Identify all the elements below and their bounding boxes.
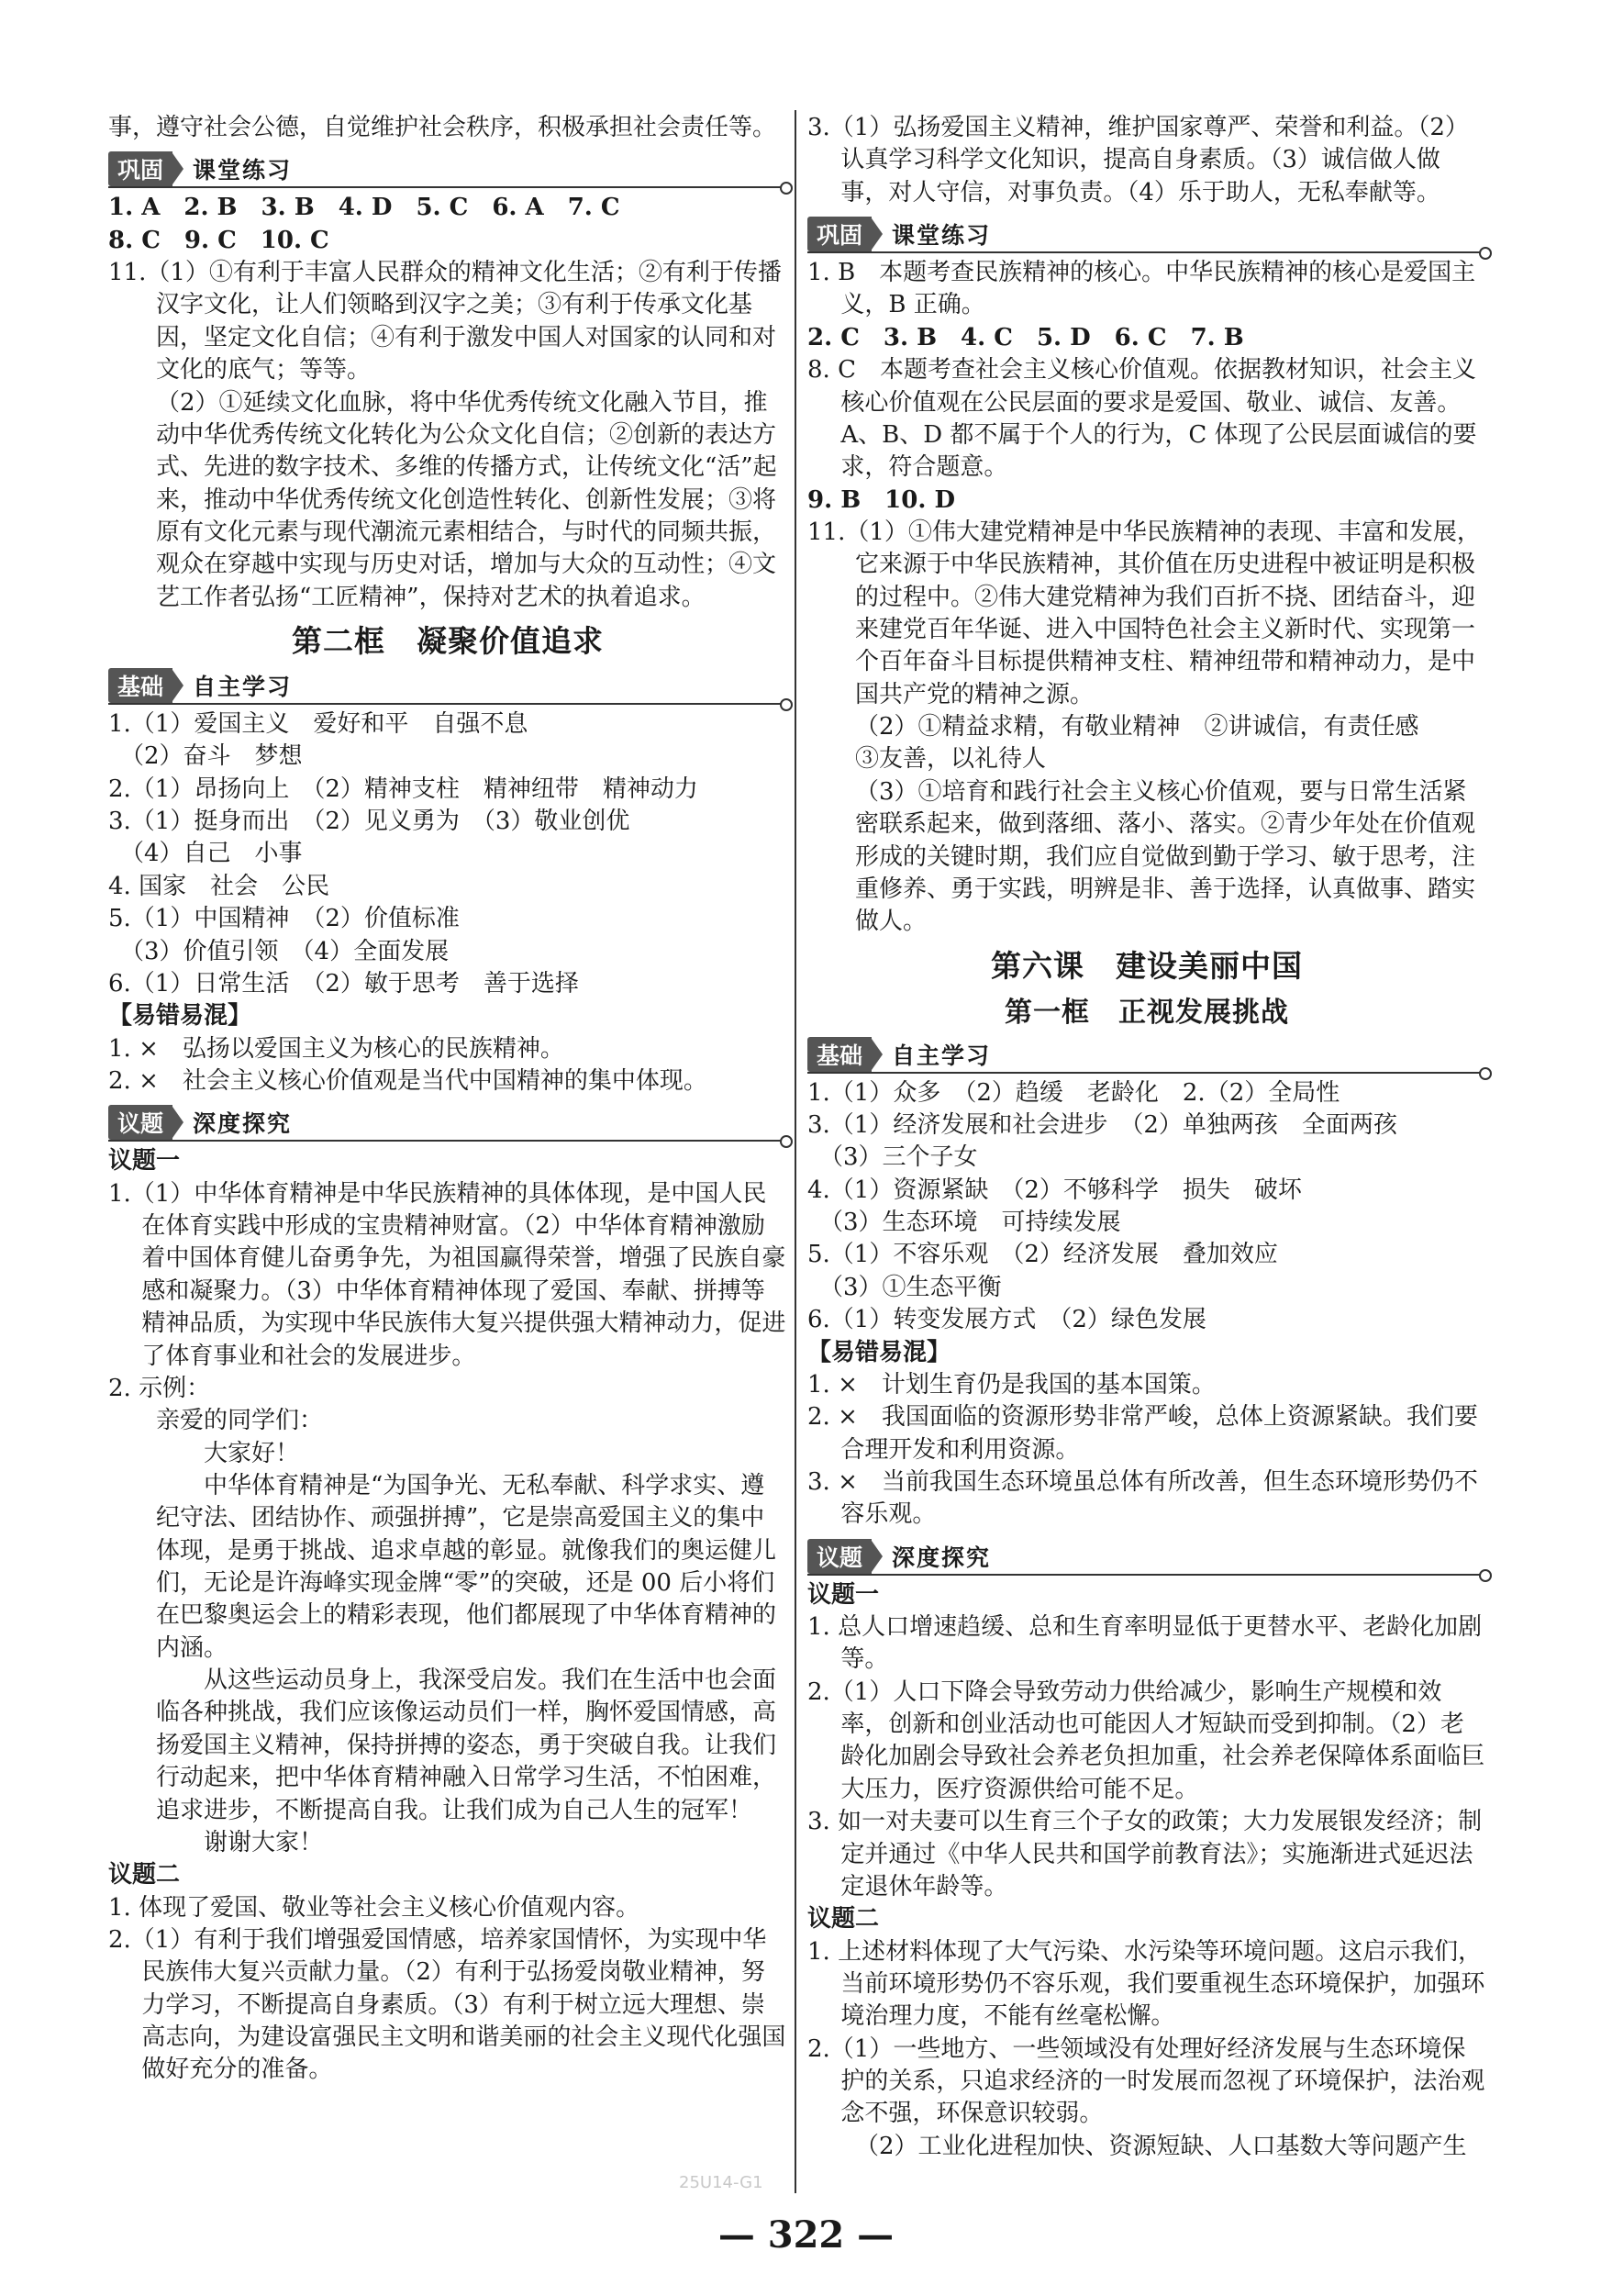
topic-heading: 议题二 [807, 1905, 880, 1934]
base-line: 3.（1）经济发展和社会进步 （2）单独两孩 全面两孩 [807, 1110, 1397, 1139]
topic-answer: 1.（1）中华体育精神是中华民族精神的具体体现，是中国人民在体育实践中形成的宝贵精神财富。（2）中华体育精神激励着中国体育健儿奋勇争先，为祖国赢得荣誉，增强了民族自豪感和凝聚力。（3）中华体育精神体现了爱国、奉献、拼搏等精神品质，为实现中华民族伟大复兴提供强大精神动力，促进了体育事业和社会的发展进步。 [108, 1179, 786, 1370]
section-badge: 议题 [807, 1539, 872, 1574]
arrow-icon [872, 218, 883, 250]
base-line: 1.（1）众多 （2）趋缓 老龄化 2.（2）全局性 [807, 1078, 1340, 1107]
base-line: （4）自己 小事 [108, 840, 303, 868]
easy-line: 3. × 当前我国生态环境虽总体有所改善，但生态环境形势仍不容乐观。 [807, 1467, 1478, 1529]
section-header-basics [108, 668, 787, 703]
base-line: 4.（1）资源紧缺 （2）不够科学 损失 破坏 [807, 1176, 1302, 1204]
topic-answer: 2.（1）有利于我们增强爱国情感，培养家国情怀，为实现中华民族伟大复兴贡献力量。（2）有利于弘扬爱岗敬业精神，努力学习，不断提高自身素质。（3）有利于树立远大理想、崇高志向，为建设富强民主文明和谐美丽的社会主义现代化强国做好充分的准备。 [108, 1925, 786, 2084]
answer-3: 3.（1）弘扬爱国主义精神，维护国家尊严、荣誉和利益。（2）认真学习科学文化知识，提高自身素质。（3）诚信做人做事，对人守信，对事负责。（4）乐于助人，无私奉献等。 [807, 114, 1469, 206]
base-line: 2.（1）昂扬向上 （2）精神支柱 精神纽带 精神动力 [108, 775, 698, 803]
section-title: 课堂练习 [892, 222, 992, 250]
easy-line: 2. × 社会主义核心价值观是当代中国精神的集中体现。 [108, 1066, 707, 1095]
section-title: 课堂练习 [193, 157, 293, 184]
section-header-practice [807, 217, 1486, 251]
base-line: 6.（1）转变发展方式 （2）绿色发展 [807, 1306, 1206, 1334]
section-badge: 巩固 [807, 217, 872, 251]
right-column [807, 112, 1486, 2163]
answer-line: 1. A 2. B 3. B 4. D 5. C 6. A 7. C [108, 194, 620, 222]
answer-11-part3: ③友善，以礼待人 [855, 745, 1047, 774]
section-badge: 议题 [108, 1105, 172, 1140]
arrow-icon [172, 670, 183, 701]
topic-answer: 3. 如一对夫妻可以生育三个子女的政策；大力发展银发经济；制定并通过《中华人民共和国学前教育法》；实施渐进式延迟法定退休年龄等。 [807, 1808, 1483, 1900]
section-rule [108, 703, 787, 705]
base-line: （3）生态环境 可持续发展 [807, 1209, 1121, 1237]
watermark: 25U14-G1 [679, 2173, 763, 2192]
base-line: 5.（1）不容乐观 （2）经济发展 叠加效应 [807, 1241, 1278, 1269]
letter-greeting: 亲爱的同学们： [156, 1407, 324, 1435]
arrow-icon [172, 1107, 183, 1138]
section-rule [807, 1574, 1486, 1576]
easy-line: 1. × 弘扬以爱国主义为核心的民族精神。 [108, 1034, 564, 1063]
answer-11-part2: （2）①精益求精，有敬业精神 ②讲诚信，有责任感 [855, 713, 1419, 741]
arrow-icon [872, 1039, 883, 1070]
answer-line: 1. B 本题考查民族精神的核心。中华民族精神的核心是爱国主义，B 正确。 [807, 259, 1476, 319]
intro-text: 事，遵守社会公德，自觉维护社会秩序，积极承担社会责任等。 [108, 114, 777, 141]
section-rule [108, 1140, 787, 1142]
section-badge: 巩固 [108, 151, 172, 186]
section-rule [807, 1072, 1486, 1074]
letter-hello: 大家好！ [204, 1439, 300, 1467]
answer-11-part1: 11.（1）①有利于丰富人民群众的精神文化生活；②有利于传播汉字文化，让人们领略到汉字之美；③有利于传承文化基因，坚定文化自信；④有利于激发中国人对国家的认同和对文化的底气；等等。 [108, 259, 782, 385]
base-line: 1.（1）爱国主义 爱好和平 自强不息 [108, 710, 528, 739]
letter-paragraph: 从这些运动员身上，我深受启发。我们在生活中也会面临各种挑战，我们应该像运动员们一样，胸怀爱国情感，高扬爱国主义精神，保持拼搏的姿态，勇于突破自我。让我们行动起来，把中华体育精神融入日常学习生活，不怕困难，追求进步，不断提高自我。让我们成为自己人生的冠军！ [156, 1666, 777, 1824]
answer-11-part4: （3）①培育和践行社会主义核心价值观，要与日常生活紧密联系起来，做到落细、落小、落实。②青少年处在价值观形成的关键时期，我们应自觉做到勤于学习、敏于思考，注重修养、勇于实践，明辨是非、善于选择，认真做事、踏实做人。 [855, 777, 1476, 936]
topic-answer: 1. 总人口增速趋缓、总和生育率明显低于更替水平、老龄化加剧等。 [807, 1613, 1483, 1674]
page-number: — 322 — [717, 2213, 895, 2257]
section-rule [108, 186, 787, 188]
frame-title: 第二框 凝聚价值追求 [292, 623, 604, 660]
section-title: 深度探究 [193, 1110, 293, 1138]
section-title: 自主学习 [193, 674, 293, 701]
letter-paragraph: 中华体育精神是“为国争光、无私奉献、科学求实、遵纪守法、团结协作、顽强拼搏”，它是崇高爱国主义的集中体现，是勇于挑战、追求卓越的彰显。就像我们的奥运健儿们，无论是许海峰实现金牌“零”的突破，还是 00 后小将们在巴黎奥运会上的精彩表现，他们都展现了中华体育精神的内涵。 [156, 1471, 777, 1662]
section-header-explore [108, 1105, 787, 1140]
easy-mistakes-title: 【易错易混】 [108, 1002, 252, 1031]
base-line: （3）价值引领 （4）全面发展 [108, 937, 450, 965]
easy-line: 1. × 计划生育仍是我国的基本国策。 [807, 1370, 1216, 1399]
frame-title: 第一框 正视发展挑战 [1005, 996, 1289, 1029]
base-line: （3）①生态平衡 [807, 1273, 1002, 1301]
answer-11-part1: 11.（1）①伟大建党精神是中华民族精神的表现、丰富和发展，它来源于中华民族精神，其价值在历史进程中被证明是积极的过程中。②伟大建党精神为我们百折不挠、团结奋斗，迎来建党百年华诞、进入中国特色社会主义新时代、实现第一个百年奋斗目标提供精神支柱、精神纽带和精神动力，是中国共产党的精神之源。 [807, 518, 1481, 708]
base-line: 4. 国家 社会 公民 [108, 872, 330, 900]
arrow-icon [872, 1541, 883, 1572]
section-header-explore [807, 1539, 1486, 1574]
section-title: 自主学习 [892, 1042, 992, 1069]
answer-line: 8. C 本题考查社会主义核心价值观。依据教材知识，社会主义核心价值观在公民层面的要求是爱国、敬业、诚信、友善。A、B、D 都不属于个人的行为，C 体现了公民层面诚信的要求，符合题意。 [807, 356, 1477, 482]
topic-answer: 2.（1）人口下降会导致劳动力供给减少，影响生产规模和效率，创新和创业活动也可能因人才短缺而受到抑制。（2）老龄化加剧会导致社会养老负担加重，社会养老保障体系面临巨大压力，医疗资源供给可能不足。 [807, 1677, 1485, 1803]
arrow-icon [172, 153, 183, 184]
letter-thanks: 谢谢大家！ [204, 1828, 324, 1856]
answer-line: 2. C 3. B 4. C 5. D 6. C 7. B [807, 323, 1244, 351]
topic-answer: 1. 体现了爱国、敬业等社会主义核心价值观内容。 [108, 1893, 640, 1922]
topic-answer: 1. 上述材料体现了大气污染、水污染等环境问题。这启示我们，当前环境形势仍不容乐观，我们要重视生态环境保护，加强环境治理力度，不能有丝毫松懈。 [807, 1937, 1485, 2031]
section-rule [807, 251, 1486, 253]
topic-heading: 议题二 [108, 1861, 181, 1889]
easy-mistakes-title: 【易错易混】 [807, 1338, 951, 1366]
answer-line: 9. B 10. D [807, 485, 956, 514]
topic-heading: 议题一 [108, 1147, 181, 1176]
section-title: 深度探究 [892, 1544, 992, 1571]
section-header-practice [108, 151, 787, 186]
base-line: （3）三个子女 [807, 1143, 978, 1172]
topic-answer: 2. 示例： [108, 1374, 211, 1402]
section-header-basics [807, 1037, 1486, 1072]
topic-answer: （2）工业化进程加快、资源短缺、人口基数大等问题产生 [855, 2132, 1467, 2160]
base-line: （2）奋斗 梦想 [108, 742, 303, 771]
topic-answer: 2.（1）一些地方、一些领域没有处理好经济发展与生态环境保护的关系，只追求经济的一时发展而忽视了环境保护，法治观念不强，环保意识较弱。 [807, 2034, 1485, 2128]
base-line: 3.（1）挺身而出 （2）见义勇为 （3）敬业创优 [108, 808, 630, 836]
section-badge: 基础 [807, 1037, 872, 1072]
lesson-title: 第六课 建设美丽中国 [991, 947, 1303, 984]
left-column [108, 112, 787, 2087]
base-line: 6.（1）日常生活 （2）敏于思考 善于选择 [108, 969, 579, 998]
answer-line: 8. C 9. C 10. C [108, 226, 329, 254]
answer-11-part2: （2）①延续文化血脉，将中华优秀传统文化融入节目，推动中华优秀传统文化转化为公众文化自信；②创新的表达方式、先进的数字技术、多维的传播方式，让传统文化“活”起来，推动中华优秀传统文化创造性转化、创新性发展；③将原有文化元素与现代潮流元素相结合，与时代的同频共振，观众在穿越中实现与历史对话，增加与大众的互动性；④文艺工作者弘扬“工匠精神”，保持对艺术的执着追求。 [156, 388, 777, 611]
easy-line: 2. × 我国面临的资源形势非常严峻，总体上资源紧缺。我们要合理开发和利用资源。 [807, 1403, 1478, 1464]
topic-heading: 议题一 [807, 1580, 880, 1609]
column-divider [795, 110, 796, 2193]
base-line: 5.（1）中国精神 （2）价值标准 [108, 905, 460, 933]
section-badge: 基础 [108, 668, 172, 703]
